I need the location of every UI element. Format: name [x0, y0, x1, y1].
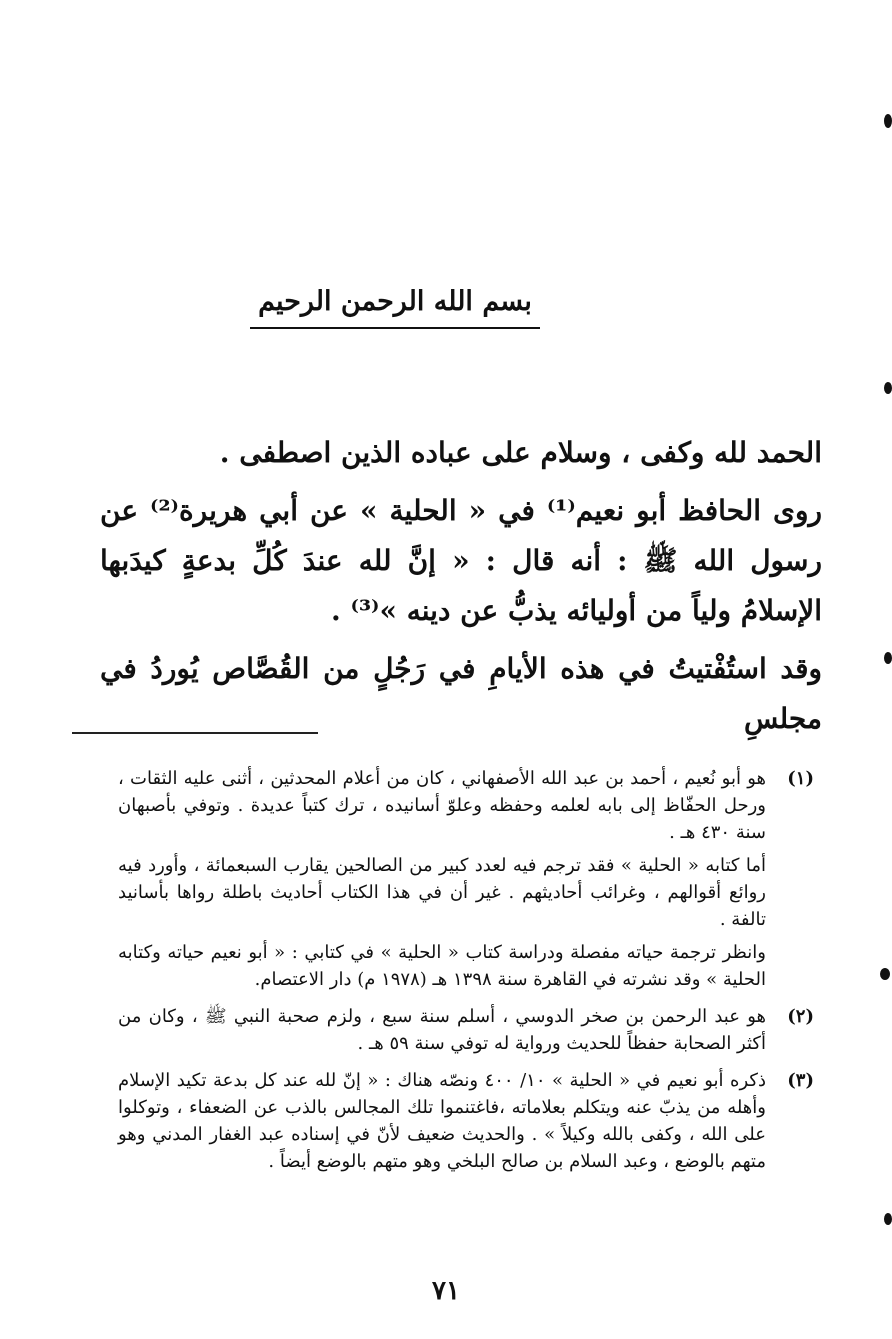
edge-mark-3	[884, 652, 892, 664]
footnote-separator	[72, 732, 318, 734]
edge-mark-5	[884, 1213, 892, 1225]
footnote-2	[118, 1003, 814, 1057]
body-paragraph-3: وقد استُفْتيتُ في هذه الأيامِ في رَجُلٍ من القُصَّاص يُوردُ في مجلسِ	[100, 652, 822, 735]
footnotes	[118, 765, 814, 1185]
footnote-3-paragraph-1: ذكره أبو نعيم في « الحلية » ١٠/ ٤٠٠ ونصّه هناك : « إنّ لله عند كل بدعة تكيد الإسلام وأهله من يذبّ عنه ويتكلم بعلاماته ،فاغتنموا تلك المجالس بالذب عن الضعفاء ، وتوكلوا على الله ، وكفى بالله وكيلاً » . والحديث ضعيف لأنّ في إسناده عبد الغفار المدني وهو متهم بالوضع ، وعبد السلام بن صالح البلخي وهو متهم بالوضع أيضاً .	[118, 1070, 766, 1172]
footnote-3	[118, 1067, 814, 1175]
footnote-1-paragraph-2: أما كتابه « الحلية » فقد ترجم فيه لعدد كبير من الصالحين يقارب السبعمائة ، وأورد فيه روائع أقوالهم ، وغرائب أحاديثهم . غير أن في هذا الكتاب أحاديث باطلة رواها بأسانيد تالفة .	[118, 855, 766, 930]
footnote-1	[118, 765, 814, 993]
edge-mark-4	[880, 968, 890, 980]
footnote-2-paragraph-1: هو عبد الرحمن بن صخر الدوسي ، أسلم سنة سبع ، ولزم صحبة النبي ﷺ ، وكان من أكثر الصحابة حفظاً للحديث ورواية له توفي سنة ٥٩ هـ .	[118, 1006, 766, 1054]
edge-mark-2	[884, 382, 892, 394]
page-number: ٧١	[432, 1276, 460, 1306]
footnote-number: (٣)	[787, 1070, 814, 1091]
footnote-1-paragraph-3: وانظر ترجمة حياته مفصلة ودراسة كتاب « الحلية » في كتابي : « أبو نعيم حياته وكتابه الحلية » وقد نشرته في القاهرة سنة ١٣٩٨ هـ (١٩٧٨ م) دار الاعتصام.	[118, 942, 766, 990]
footnote-1-paragraph-1: هو أبو نُعيم ، أحمد بن عبد الله الأصفهاني ، كان من أعلام المحدثين ، أثنى عليه الثقات ، ورحل الحفّاظ إلى بابه لعلمه وحفظه وعلوّ أسانيده ، ترك كتباً عديدة . وتوفي بأصبهان سنة ٤٣٠ هـ .	[118, 768, 766, 843]
basmala-calligraphy: بسم الله الرحمن الرحيم	[250, 282, 540, 329]
main-text	[100, 428, 822, 752]
footnote-number: (٢)	[787, 1006, 814, 1027]
edge-mark-1	[884, 114, 892, 128]
footnote-number: (١)	[787, 768, 814, 789]
body-paragraph-2: روى الحافظ أبو نعيم⁽¹⁾ في « الحلية » عن أبي هريرة⁽²⁾ عن رسول الله ﷺ : أنه قال : « إنَّ لله عندَ كُلِّ بدعةٍ كيدَبها الإسلامُ ولياً من أوليائه يذبُّ عن دينه »⁽³⁾ .	[100, 494, 823, 627]
body-paragraph-1: الحمد لله وكفى ، وسلام على عباده الذين اصطفى .	[219, 436, 822, 469]
